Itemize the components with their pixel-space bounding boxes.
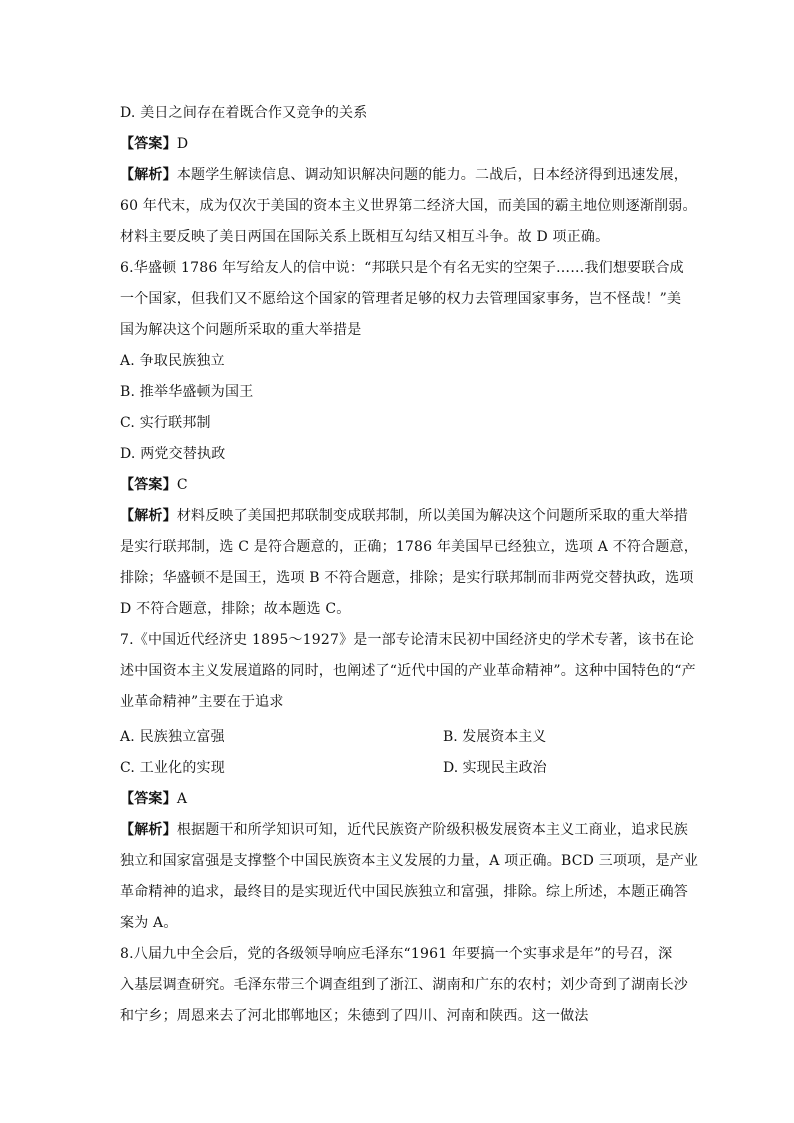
q7-option-d: D. 实现民主政治 bbox=[443, 760, 547, 776]
q7-stem-line-1: 7.《中国近代经济史 1895～1927》是一部专论清末民初中国经济史的学术专著，该书在论 bbox=[120, 632, 695, 648]
q7-answer bbox=[120, 789, 680, 809]
q5-analysis-line-2: 60 年代末，成为仅次于美国的资本主义世界第二经济大国，而美国的霸主地位则逐渐削弱。 bbox=[120, 198, 697, 214]
analysis-text: 本题学生解读信息、调动知识解决问题的能力。二战后，日本经济得到迅速发展， bbox=[176, 167, 689, 183]
answer-value: C bbox=[176, 477, 188, 493]
analysis-text: 材料反映了美国把邦联制变成联邦制，所以美国为解决这个问题所采取的重大举措 bbox=[176, 508, 689, 524]
q7-option-a: A. 民族独立富强 bbox=[120, 729, 225, 745]
q6-option-c: C. 实行联邦制 bbox=[120, 415, 211, 431]
q6-stem-line-3: 国为解决这个问题所采取的重大举措是 bbox=[120, 322, 362, 338]
q7-stem-line-2: 述中国资本主义发展道路的同时，也阐述了“近代中国的产业革命精神”。这种中国特色的“产 bbox=[120, 663, 696, 679]
answer-label: 【答案】 bbox=[120, 477, 177, 493]
q5-analysis-line-3: 材料主要反映了美日两国在国际关系上既相互勾结又相互斗争。故 D 项正确。 bbox=[120, 229, 610, 245]
q5-option-d: D. 美日之间存在着既合作又竞争的关系 bbox=[120, 105, 368, 121]
q8-stem-line-3: 和宁乡；周恩来去了河北邯郸地区；朱德到了四川、河南和陕西。这一做法 bbox=[120, 1008, 589, 1024]
q7-analysis-line-2: 独立和国家富强是支撑整个中国民族资本主义发展的力量，A 项正确。BCD 三项项，是产业 bbox=[120, 853, 699, 869]
q7-analysis-line-4: 案为 A。 bbox=[120, 915, 178, 931]
q6-option-d: D. 两党交替执政 bbox=[120, 446, 226, 462]
answer-label: 【答案】 bbox=[120, 136, 177, 152]
analysis-text: 根据题干和所学知识可知，近代民族资产阶级积极发展资本主义工商业，追求民族 bbox=[176, 822, 689, 838]
q7-analysis-line-1 bbox=[120, 820, 689, 840]
q6-analysis-line-4: D 不符合题意，排除；故本题选 C。 bbox=[120, 601, 351, 617]
q6-option-a: A. 争取民族独立 bbox=[120, 353, 225, 369]
q6-analysis-line-1 bbox=[120, 506, 689, 526]
q8-stem-line-1: 8.八届九中全会后，党的各级领导响应毛泽东“1961 年要搞一个实事求是年”的号召，深 bbox=[120, 946, 673, 962]
q6-analysis-line-3: 排除；华盛顿不是国王，选项 B 不符合题意，排除；是实行联邦制而非两党交替执政，选项 bbox=[120, 570, 694, 586]
q6-stem-line-2: 一个国家，但我们又不愿给这个国家的管理者足够的权力去管理国家事务，岂不怪哉！”美 bbox=[120, 291, 682, 307]
answer-value: A bbox=[176, 791, 188, 807]
answer-value: D bbox=[176, 136, 189, 152]
q6-option-b: B. 推举华盛顿为国王 bbox=[120, 384, 254, 400]
q7-stem-line-3: 业革命精神”主要在于追求 bbox=[120, 694, 284, 710]
q6-analysis-line-2: 是实行联邦制，选 C 是符合题意的，正确；1786 年美国早已经独立，选项 A 不符合题意， bbox=[120, 539, 698, 555]
q7-analysis-line-3: 革命精神的追求，最终目的是实现近代中国民族独立和富强，排除。综上所述，本题正确答 bbox=[120, 884, 688, 900]
q6-answer bbox=[120, 475, 680, 495]
q6-stem-line-1: 6.华盛顿 1786 年写给友人的信中说：“邦联只是个有名无实的空架子……我们想要联合成 bbox=[120, 260, 684, 276]
q5-analysis-line-1 bbox=[120, 165, 689, 185]
q7-option-b: B. 发展资本主义 bbox=[443, 729, 547, 745]
q7-option-c: C. 工业化的实现 bbox=[120, 760, 225, 776]
analysis-label: 【解析】 bbox=[120, 508, 177, 524]
q5-answer bbox=[120, 134, 680, 154]
analysis-label: 【解析】 bbox=[120, 822, 177, 838]
answer-label: 【答案】 bbox=[120, 791, 177, 807]
q8-stem-line-2: 入基层调查研究。毛泽东带三个调查组到了浙江、湖南和广东的农村；刘少奇到了湖南长沙 bbox=[120, 977, 688, 993]
analysis-label: 【解析】 bbox=[120, 167, 177, 183]
